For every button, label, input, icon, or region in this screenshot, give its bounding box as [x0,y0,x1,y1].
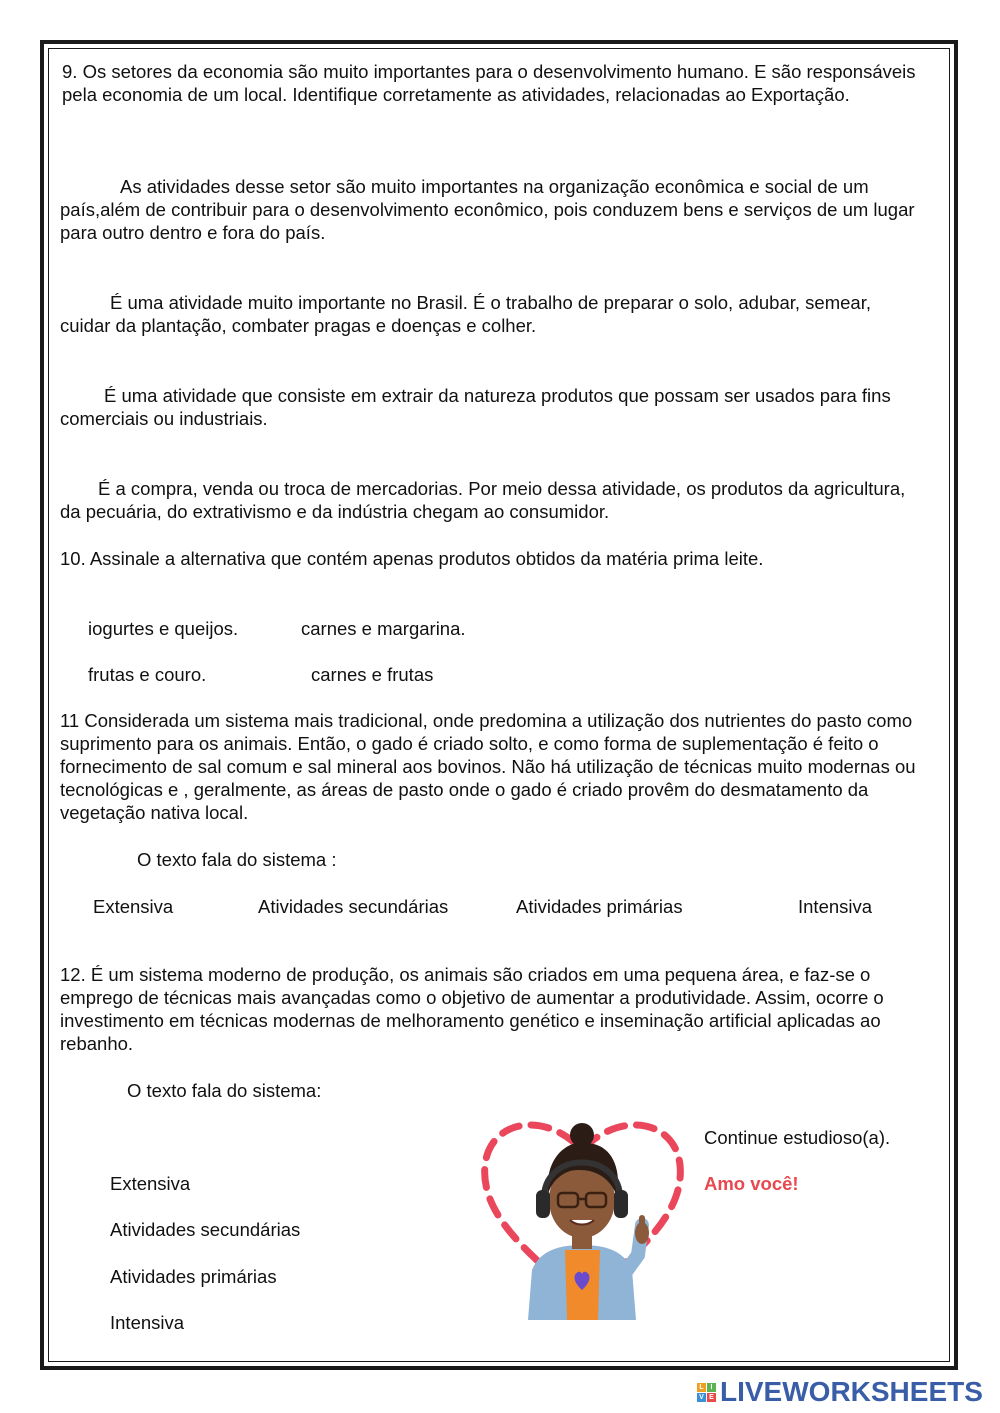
q9-item-commerce: É a compra, venda ou troca de mercadorias. Por meio dessa atividade, os produtos da agricultura, da pecuária, do extrativismo e da indústria chegam ao consumidor. [60,478,906,522]
q10-question: 10. Assinale a alternativa que contém apenas produtos obtidos da matéria prima leite. [60,548,764,569]
q12-option-extensiva[interactable]: Extensiva [110,1173,191,1194]
logo-letter-e: E [707,1393,716,1402]
q11-option-primarias[interactable]: Atividades primárias [516,896,683,917]
q12-option-intensiva[interactable]: Intensiva [110,1312,185,1333]
logo-letter-i: I [707,1383,716,1392]
liveworksheets-wordmark: LIVEWORKSHEETS [720,1376,983,1407]
avatar-heart-illustration [470,1105,695,1320]
q10-option-4[interactable]: carnes e frutas [311,664,434,685]
q12-text: 12. É um sistema moderno de produção, os animais são criados em uma pequena área, e faz-se o emprego de técnicas mais avançadas como o objetivo de aumentar a produtividade. Assim, ocorre o investimento em técnicas modernas de melhoramento genético e inseminação artificial aplicadas ao rebanho. [60,964,884,1054]
avatar-finger [639,1215,645,1231]
logo-letter-l: L [697,1383,706,1392]
q11-option-secundarias[interactable]: Atividades secundárias [258,896,449,917]
q9-intro: 9. Os setores da economia são muito importantes para o desenvolvimento humano. E são responsáveis pela economia de um local. Identifique corretamente as atividades, relacionadas ao Exportação. [62,61,916,105]
headphones-left [536,1190,550,1218]
liveworksheets-brand [697,1377,983,1407]
q9-item-extractivism: É uma atividade que consiste em extrair da natureza produtos que possam ser usados para fins comerciais ou industriais. [60,385,891,429]
liveworksheets-logo-icon [697,1383,716,1402]
logo-letter-v: V [697,1393,706,1402]
q11-option-extensiva[interactable]: Extensiva [93,896,174,917]
closing-love-message: Amo você! [704,1173,799,1194]
headphones-right [614,1190,628,1218]
q12-prompt: O texto fala do sistema: [127,1080,322,1101]
q11-prompt: O texto fala do sistema : [137,849,337,870]
q10-option-1[interactable]: iogurtes e queijos. [88,618,239,639]
q10-option-3[interactable]: frutas e couro. [88,664,207,685]
q12-option-secundarias[interactable]: Atividades secundárias [110,1219,301,1240]
q9-item-agriculture: É uma atividade muito importante no Brasil. É o trabalho de preparar o solo, adubar, semear, cuidar da plantação, combater pragas e doenças e colher. [60,292,871,336]
q10-option-2[interactable]: carnes e margarina. [301,618,466,639]
q9-item-transport: As atividades desse setor são muito importantes na organização econômica e social de um país,além de contribuir para o desenvolvimento econômico, pois conduzem bens e serviços de um lugar para outro dentro e fora do país. [60,176,915,243]
avatar-hair-bun [570,1123,594,1147]
q12-option-primarias[interactable]: Atividades primárias [110,1266,277,1287]
closing-message: Continue estudioso(a). [704,1127,891,1148]
q11-text: 11 Considerada um sistema mais tradicional, onde predomina a utilização dos nutrientes do pasto como suprimento para os animais. Então, o gado é criado solto, e como forma de suplementação é feito o fornecimento de sal comum e sal mineral aos bovinos. Não há utilização de técnicas muito modernas ou tecnológicas e , geralmente, as áreas de pasto onde o gado é criado provêm do desmatamento da vegetação nativa local. [60,710,916,823]
q11-option-intensiva[interactable]: Intensiva [798,896,873,917]
